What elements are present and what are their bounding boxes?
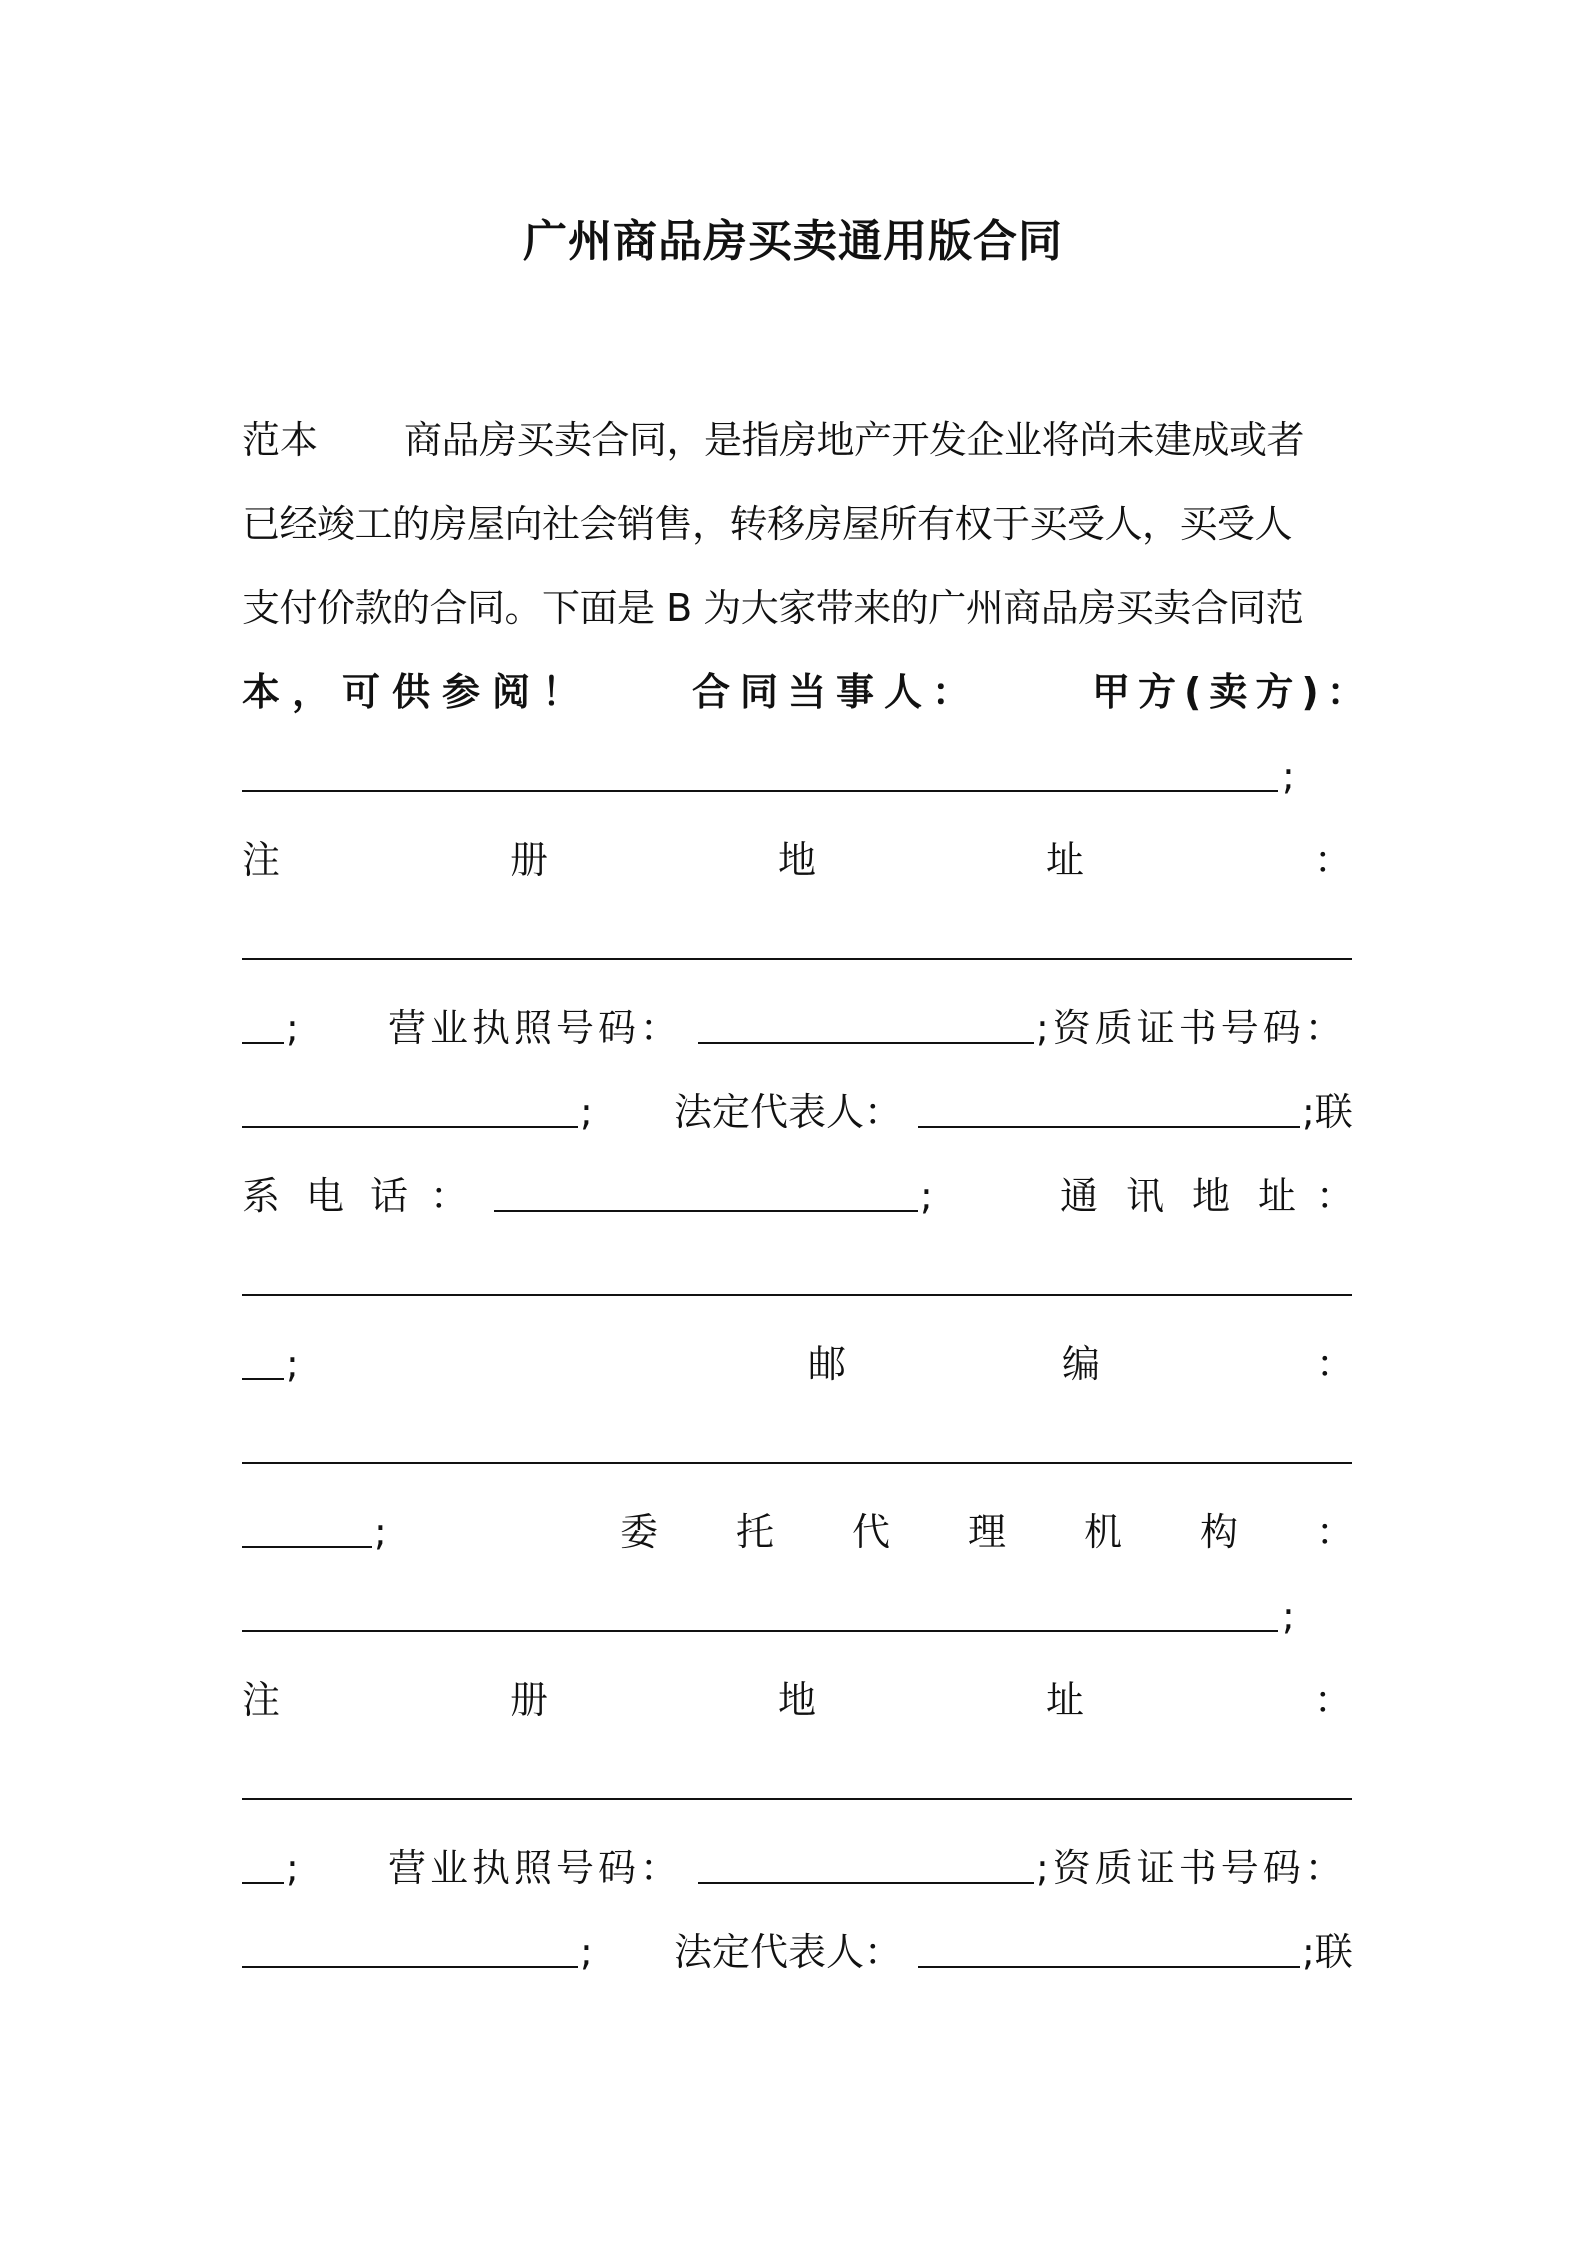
intro-line-3: 支付价款的合同。下面是 B 为大家带来的广州商品房买卖合同范 xyxy=(242,586,1304,630)
mail-address-char: 址 xyxy=(1258,1174,1297,1218)
business-license-blank[interactable] xyxy=(698,998,1034,1044)
semicolon: ; xyxy=(286,1846,299,1890)
agent-legal-rep-blank[interactable] xyxy=(918,1922,1300,1968)
agent-char: 机 xyxy=(1084,1510,1123,1554)
reg-address-char: 址 xyxy=(1045,1678,1084,1722)
legal-rep-label: 法定代表人： xyxy=(674,1930,903,1974)
reg-address-char: 注 xyxy=(242,1678,281,1722)
intro-available: 本，可供参阅！ xyxy=(242,670,593,714)
parties-heading: 合同当事人： xyxy=(692,670,981,714)
agent-business-license-blank[interactable] xyxy=(698,1838,1034,1884)
agent-row xyxy=(242,1502,1355,1562)
mail-address-char: 讯 xyxy=(1126,1174,1165,1218)
agent-legal-rep-row xyxy=(242,1922,1352,1982)
semicolon: ; xyxy=(580,1930,593,1974)
agent-char: 代 xyxy=(852,1510,891,1554)
intro-line-1 xyxy=(242,410,1352,470)
phone-blank[interactable] xyxy=(494,1166,918,1212)
semicolon: ; xyxy=(286,1342,299,1386)
agent-reg-address-label-row xyxy=(242,1670,1352,1730)
colon: ： xyxy=(1316,1510,1355,1554)
reg-address-blank[interactable] xyxy=(242,958,1352,960)
semicolon: ; xyxy=(1282,1594,1295,1638)
intro-lead: 范本 xyxy=(242,418,319,462)
postcode-blank-end[interactable] xyxy=(242,1502,372,1548)
agent-char: 委 xyxy=(620,1510,659,1554)
agent-qualification-cert-blank[interactable] xyxy=(242,1922,578,1968)
semicolon: ; xyxy=(374,1510,387,1554)
phone-char: 电 xyxy=(306,1174,345,1218)
postcode-char: 编 xyxy=(1062,1342,1101,1386)
business-license-label: 营业执照号码： xyxy=(388,1006,683,1050)
license-row xyxy=(242,998,1352,1058)
phone-char: 话 xyxy=(370,1174,409,1218)
agent-license-row xyxy=(242,1838,1352,1898)
reg-address-char: 地 xyxy=(777,838,816,882)
agent-reg-address-blank-end[interactable] xyxy=(242,1838,284,1884)
intro-line-2: 已经竣工的房屋向社会销售，转移房屋所有权于买受人，买受人 xyxy=(242,502,1293,546)
semicolon: ; xyxy=(580,1090,593,1134)
business-license-label: 营业执照号码： xyxy=(388,1846,683,1890)
qualification-cert-label: ;资质证书号码： xyxy=(1036,1006,1347,1050)
semicolon: ; xyxy=(1282,754,1295,798)
reg-address-label-row xyxy=(242,830,1352,890)
colon: ： xyxy=(1316,1342,1355,1386)
mail-address-blank-row xyxy=(242,1250,1352,1310)
party-a-name-row xyxy=(242,746,1352,806)
postcode-blank[interactable] xyxy=(242,1462,1352,1464)
legal-rep-label: 法定代表人： xyxy=(674,1090,903,1134)
agent-reg-address-blank-row xyxy=(242,1754,1352,1814)
agent-reg-address-blank[interactable] xyxy=(242,1798,1352,1800)
party-a-name-blank[interactable] xyxy=(242,746,1278,792)
qualification-cert-blank[interactable] xyxy=(242,1082,578,1128)
postcode-blank-row xyxy=(242,1418,1352,1478)
postcode-row xyxy=(242,1334,1355,1394)
legal-rep-row xyxy=(242,1082,1352,1142)
phone-char: 系 xyxy=(242,1174,281,1218)
mail-address-char: 通 xyxy=(1060,1174,1099,1218)
contact-prefix: ;联 xyxy=(1302,1090,1353,1134)
mail-address-blank-end[interactable] xyxy=(242,1334,284,1380)
reg-address-char: 册 xyxy=(509,838,548,882)
agent-char: 理 xyxy=(968,1510,1007,1554)
reg-address-char: 册 xyxy=(509,1678,548,1722)
colon: ： xyxy=(1316,1174,1355,1218)
agent-name-row xyxy=(242,1586,1352,1646)
reg-address-char: 地 xyxy=(777,1678,816,1722)
qualification-cert-label: ;资质证书号码： xyxy=(1036,1846,1347,1890)
reg-address-blank-row xyxy=(242,914,1352,974)
agent-name-blank[interactable] xyxy=(242,1586,1278,1632)
mail-address-char: 地 xyxy=(1192,1174,1231,1218)
semicolon: ; xyxy=(920,1174,933,1218)
agent-char: 构 xyxy=(1200,1510,1239,1554)
phone-row xyxy=(242,1166,1355,1226)
reg-address-char: 址 xyxy=(1045,838,1084,882)
mail-address-blank[interactable] xyxy=(242,1294,1352,1296)
colon: ： xyxy=(430,1174,469,1218)
semicolon: ; xyxy=(286,1006,299,1050)
agent-char: 托 xyxy=(736,1510,775,1554)
colon: ： xyxy=(1313,1678,1352,1722)
party-a-seller: 甲方(卖方)： xyxy=(1092,670,1373,714)
legal-rep-blank[interactable] xyxy=(918,1082,1300,1128)
colon: ： xyxy=(1313,838,1352,882)
reg-address-char: 注 xyxy=(242,838,281,882)
postcode-char: 邮 xyxy=(808,1342,847,1386)
intro-text-1: 商品房买卖合同，是指房地产开发企业将尚未建成或者 xyxy=(404,418,1305,462)
reg-address-blank-end[interactable] xyxy=(242,998,284,1044)
document-title: 广州商品房买卖通用版合同 xyxy=(523,216,1063,267)
contact-prefix: ;联 xyxy=(1302,1930,1353,1974)
intro-line-4 xyxy=(242,662,1373,722)
